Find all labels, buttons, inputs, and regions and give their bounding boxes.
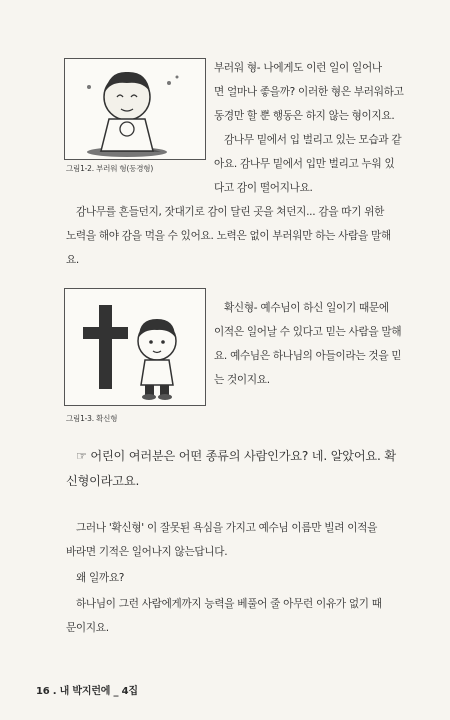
- figure-caption: 그림1-2. 부러워 형(동경형): [66, 164, 154, 173]
- text-line: 부러워 형- 나에게도 이런 일이 일어나: [214, 62, 382, 74]
- paragraph-conviction: [214, 296, 401, 392]
- text-line: 확신형- 예수님이 하신 일이기 때문에: [224, 302, 389, 314]
- cross-and-boy-illustration-icon: [65, 289, 205, 405]
- text-line: 바라면 기적은 일어나지 않는답니다.: [66, 546, 228, 558]
- paragraph-why: [66, 566, 124, 590]
- text-line: 다고 감이 떨어지나요.: [214, 182, 313, 194]
- paragraph-effort: [66, 200, 391, 272]
- text-line: 요.: [66, 254, 80, 266]
- envious-boy-illustration-icon: [65, 59, 205, 159]
- text-line: 이적은 일어날 수 있다고 믿는 사람을 말해: [214, 326, 402, 338]
- paragraph-warning: [66, 516, 377, 564]
- text-line: 문이지요.: [66, 622, 109, 634]
- text-line: 는 것이지요.: [214, 374, 270, 386]
- figure-caption: 그림1-3. 확신형: [66, 414, 118, 423]
- text-line: 감나무 밑에서 입 벌리고 있는 모습과 같: [224, 134, 402, 146]
- text-line: 동경만 할 뿐 행동은 하지 않는 형이지요.: [214, 110, 395, 122]
- text-line: 왜 일까요?: [76, 572, 125, 584]
- text-line: 면 얼마나 좋을까? 이러한 형은 부러워하고: [214, 86, 404, 98]
- text-line: ☞ 어린이 여러분은 어떤 종류의 사람인가요? 네. 알았어요. 확: [76, 449, 396, 463]
- text-line: 하나님이 그런 사람에게까지 능력을 베풀어 줄 아무런 이유가 없기 때: [76, 598, 382, 610]
- figure-envious: [64, 58, 206, 160]
- text-line: 감나무를 흔들던지, 잣대기로 감이 달린 곳을 쳐던지... 감을 따기 위한: [76, 206, 385, 218]
- text-line: 요. 예수님은 하나님의 아들이라는 것을 믿: [214, 350, 402, 362]
- text-line: 아요. 감나무 밑에서 입만 벌리고 누워 있: [214, 158, 395, 170]
- paragraph-reason: [66, 592, 382, 640]
- page-footer: 16 . 내 박지런에 _ 4집: [36, 686, 138, 697]
- figure-conviction: [64, 288, 206, 406]
- paragraph-envious: [214, 56, 404, 200]
- question-paragraph: [66, 444, 396, 494]
- text-line: 신형이라고요.: [66, 474, 140, 488]
- text-line: 노력을 해야 감을 먹을 수 있어요. 노력은 없이 부러워만 하는 사람을 말해: [66, 230, 391, 242]
- text-line: 그러나 '확신형' 이 잘못된 욕심을 가지고 예수님 이름만 빌려 이적을: [76, 522, 378, 534]
